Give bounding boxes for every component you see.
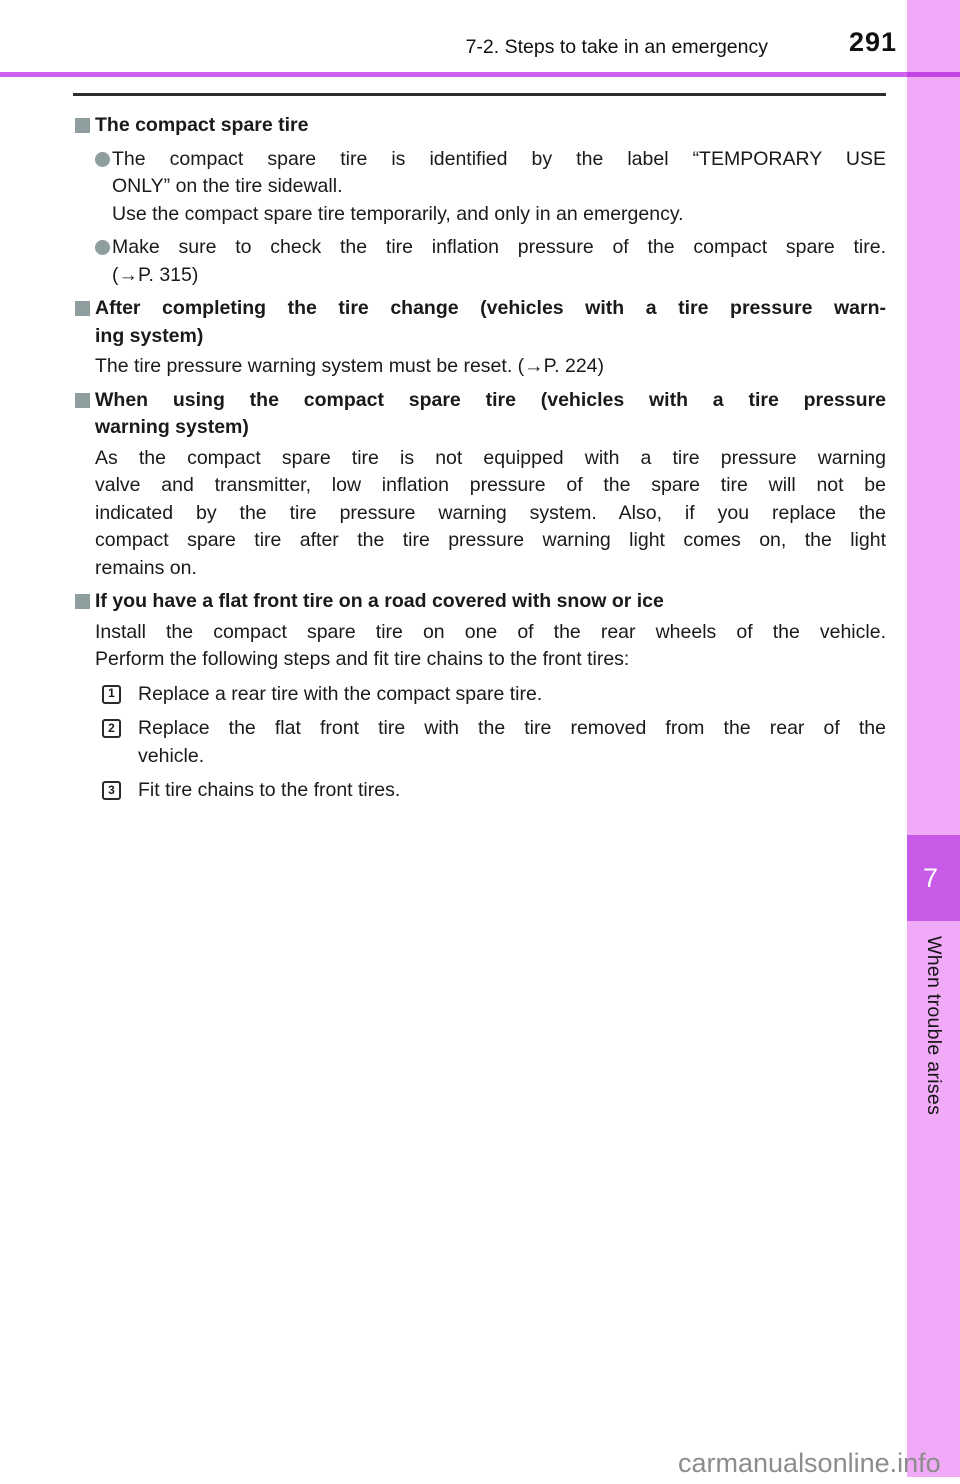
section-heading: [73, 387, 886, 442]
content-area: [73, 106, 886, 805]
square-bullet-icon: [75, 393, 90, 408]
section-heading-text: The compact spare tire: [95, 114, 309, 136]
step-number-badge: 1: [102, 685, 121, 704]
section-heading: [73, 112, 886, 140]
step-text: Replace the flat front tire with the tire removed from the rear of the vehicle.: [138, 717, 886, 767]
circle-bullet-icon: [95, 240, 110, 255]
circle-bullet-icon: [95, 152, 110, 167]
paragraph: The tire pressure warning system must be reset. (→P. 224): [95, 355, 605, 377]
bullet-text: The compact spare tire is identified by the label “TEMPORARY USE ONLY” on the tire sidewall. Use the compact spare tire temporarily, and only in an emergency.: [112, 147, 886, 225]
paragraph: Install the compact spare tire on one of the rear wheels of the vehicle. Perform the following steps and fit tire chains to the front tires:: [95, 620, 886, 670]
step-list: [73, 681, 886, 805]
header-rule-sidebar-segment: [907, 72, 960, 77]
step-number-badge: 3: [102, 781, 121, 800]
list-item: [73, 146, 886, 229]
chapter-sidebar: [907, 0, 960, 1477]
chapter-number-tab: [907, 835, 960, 921]
page-number: 291: [848, 27, 897, 57]
paragraph: As the compact spare tire is not equipped with a tire pressure warning valve and transmitter, low inflation pressure of the spare tire will not be indicated by the tire pressure warning system. Also, if you replace the compact spare tire after the tire pressure warning light comes on, the light remains on.: [95, 446, 886, 579]
step-text: Replace a rear tire with the compact spare tire.: [138, 682, 543, 705]
watermark-text: carmanualsonline.info: [678, 1448, 941, 1478]
section-heading: [73, 588, 886, 616]
list-item: [73, 234, 886, 289]
step-item: [73, 715, 886, 770]
step-item: [73, 777, 886, 805]
content-top-rule: [73, 93, 886, 96]
square-bullet-icon: [75, 118, 90, 133]
section-heading-text: After completing the tire change (vehicles with a tire pressure warn- ing system): [95, 297, 886, 347]
bullet-text: Make sure to check the tire inflation pressure of the compact spare tire. (→P. 315): [112, 236, 886, 286]
chapter-title-vertical-label: When trouble arises: [923, 936, 945, 1116]
header-section-label: 7-2. Steps to take in an emergency: [465, 36, 768, 58]
step-text: Fit tire chains to the front tires.: [138, 779, 401, 801]
square-bullet-icon: [75, 594, 90, 609]
header-rule: [0, 72, 960, 77]
chapter-number: 7: [923, 862, 939, 893]
step-number-badge: 2: [102, 719, 121, 738]
square-bullet-icon: [75, 301, 90, 316]
section-heading: [73, 295, 886, 350]
step-item: [73, 681, 886, 709]
section-heading-text: When using the compact spare tire (vehicles with a tire pressure warning system): [95, 388, 886, 438]
section-heading-text: If you have a flat front tire on a road covered with snow or ice: [95, 590, 664, 612]
